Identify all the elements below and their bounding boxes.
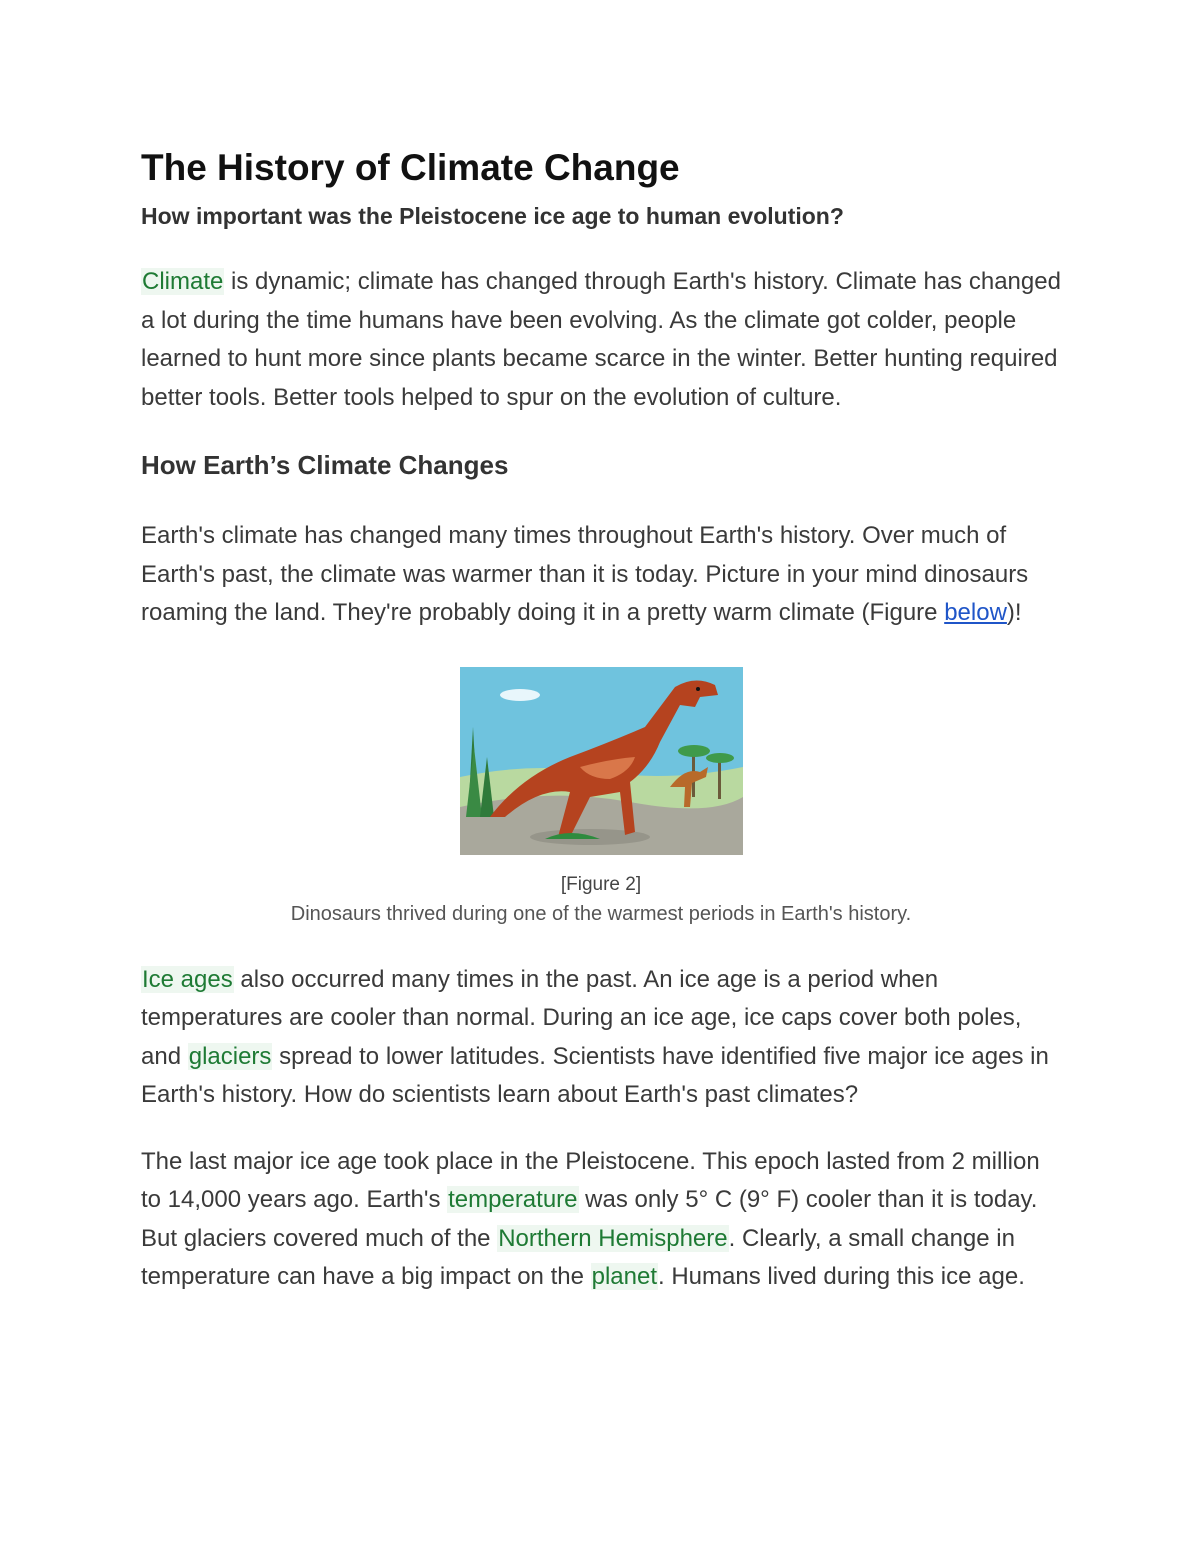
pleistocene-text-2: was only 5° C (9° F) cooler than it is today. But glaciers covered much of the bbox=[141, 1186, 1038, 1252]
pleistocene-paragraph bbox=[141, 1143, 1061, 1297]
term-climate[interactable]: Climate bbox=[142, 268, 224, 295]
page-title: The History of Climate Change bbox=[141, 147, 680, 188]
dinosaur-paragraph bbox=[141, 517, 1061, 633]
pleistocene-text-3: . Clearly, a small change in temperature can have a big impact on the bbox=[141, 1224, 1015, 1290]
term-glaciers[interactable]: glaciers bbox=[188, 1042, 272, 1070]
pleistocene-text-1: The last major ice age took place in the Pleistocene. This epoch lasted from 2 million to 14,000 years ago. Earth's bbox=[141, 1147, 1040, 1213]
guiding-question: How important was the Pleistocene ice age to human evolution? bbox=[141, 203, 844, 229]
section-heading: How Earth’s Climate Changes bbox=[141, 450, 509, 480]
document-content bbox=[141, 140, 1061, 1297]
ice-ages-paragraph bbox=[141, 961, 1061, 1115]
pleistocene-text-4: . Humans lived during this ice age. bbox=[658, 1263, 1025, 1290]
dinosaur-text-after: )! bbox=[1006, 599, 1022, 626]
figure-caption: Dinosaurs thrived during one of the warmest periods in Earth's history. bbox=[290, 902, 912, 925]
term-temperature[interactable]: temperature bbox=[448, 1186, 578, 1213]
figure-label: [Figure 2] bbox=[560, 873, 642, 895]
intro-text: is dynamic; climate has changed through Earth's history. Climate has changed a lot during the time humans have been evolving. As the climate got colder, people learned to hunt more since plants became scarce in the winter. Better hunting required better tools. Better tools helped to spur on the evolution of culture. bbox=[141, 268, 1061, 411]
term-northern-hemisphere[interactable]: Northern Hemisphere bbox=[498, 1224, 728, 1252]
figure-below-link[interactable]: below bbox=[944, 599, 1007, 626]
intro-paragraph bbox=[141, 263, 1061, 417]
dinosaur-text-before: Earth's climate has changed many times throughout Earth's history. Over much of Earth's past, the climate was warmer than it is today. Picture in your mind dinosaurs roaming the land. They're probably doing it in a pretty warm climate (Figure bbox=[141, 522, 1029, 626]
term-planet[interactable]: planet bbox=[591, 1263, 657, 1290]
dinosaur-illustration bbox=[460, 667, 743, 855]
ice-ages-text-2: spread to lower latitudes. Scientists have identified five major ice ages in Earth's history. How do scientists learn about Earth's past climates? bbox=[141, 1042, 1049, 1108]
ice-ages-text-1: also occurred many times in the past. An ice age is a period when temperatures are cooler than normal. During an ice age, ice caps cover both poles, and bbox=[141, 965, 1022, 1070]
term-ice-ages[interactable]: Ice ages bbox=[142, 965, 233, 993]
figure-2 bbox=[141, 667, 1061, 929]
